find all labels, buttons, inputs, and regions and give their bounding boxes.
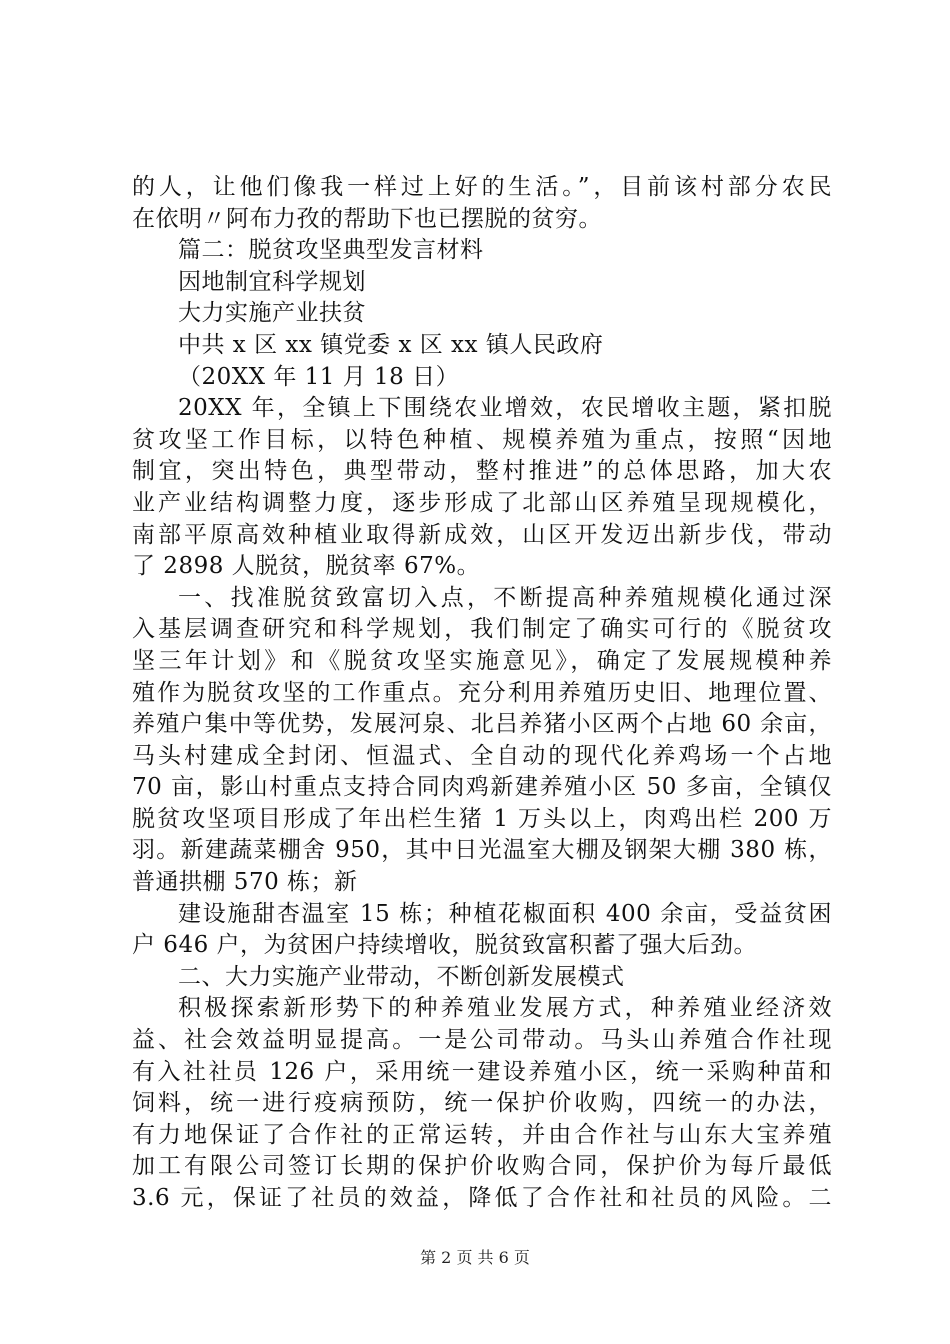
title-line: 大力实施产业扶贫 xyxy=(178,300,366,327)
date-line: （20XX 年 11 月 18 日） xyxy=(178,363,460,390)
text-line: 的人，让他们像我一样过上好的生活。”，目前该村部分农民 xyxy=(132,174,832,200)
section-heading: 二、大力实施产业带动，不断创新发展模式 xyxy=(178,963,625,990)
document-body xyxy=(132,172,832,1215)
text-line: 在依明〃阿布力孜的帮助下也已摆脱的贫穷。 xyxy=(132,205,602,232)
text-line: 养殖户集中等优势，发展河泉、北吕养猪小区两个占地 60 余亩， xyxy=(132,711,832,738)
text-line: 一、找准脱贫致富切入点，不断提高种养殖规模化通过深 xyxy=(178,584,832,611)
text-line: 普通拱棚 570 栋；新 xyxy=(132,869,358,896)
text-line: 70 亩，影山村重点支持合同肉鸡新建养殖小区 50 多亩，全镇仅 xyxy=(132,774,832,801)
text-line: 入基层调查研究和科学规划，我们制定了确实可行的《脱贫攻 xyxy=(132,616,832,643)
text-line: 制宜，突出特色，典型带动，整村推进”的总体思路，加大农 xyxy=(132,458,832,485)
text-line: 业产业结构调整力度，逐步形成了北部山区养殖呈现规模化， xyxy=(132,489,832,516)
page-number-footer: 第 2 页 共 6 页 xyxy=(420,1248,530,1267)
text-line: 有力地保证了合作社的正常运转，并由合作社与山东大宝养殖 xyxy=(132,1121,832,1148)
text-line: 3.6 元，保证了社员的效益，降低了合作社和社员的风险。二 xyxy=(132,1185,832,1211)
text-line: 益、社会效益明显提高。一是公司带动。马头山养殖合作社现 xyxy=(132,1027,832,1054)
text-line: 坚三年计划》和《脱贫攻坚实施意见》，确定了发展规模种养 xyxy=(132,647,832,674)
author-line: 中共 x 区 xx 镇党委 x 区 xx 镇人民政府 xyxy=(178,331,604,358)
text-line: 加工有限公司签订长期的保护价收购合同，保护价为每斤最低 xyxy=(132,1153,832,1180)
title-line: 因地制宜科学规划 xyxy=(178,268,366,295)
text-line: 有入社社员 126 户，采用统一建设养殖小区，统一采购种苗和 xyxy=(132,1058,832,1085)
text-line: 20XX 年，全镇上下围绕农业增效，农民增收主题，紧扣脱 xyxy=(178,395,832,422)
section-heading: 篇二：脱贫攻坚典型发言材料 xyxy=(178,237,484,264)
text-line: 马头村建成全封闭、恒温式、全自动的现代化养鸡场一个占地 xyxy=(132,742,832,769)
text-line: 户 646 户，为贫困户持续增收，脱贫致富积蓄了强大后劲。 xyxy=(132,932,758,959)
text-line: 南部平原高效种植业取得新成效，山区开发迈出新步伐，带动 xyxy=(132,521,832,548)
text-line: 饲料，统一进行疫病预防，统一保护价收购，四统一的办法， xyxy=(132,1090,832,1117)
text-line: 积极探索新形势下的种养殖业发展方式，种养殖业经济效 xyxy=(178,995,832,1022)
text-line: 羽。新建蔬菜棚舍 950，其中日光温室大棚及钢架大棚 380 栋， xyxy=(132,837,832,864)
text-line: 建设施甜杏温室 15 栋；种植花椒面积 400 余亩，受益贫困 xyxy=(178,900,832,927)
text-line: 脱贫攻坚项目形成了年出栏生猪 1 万头以上，肉鸡出栏 200 万 xyxy=(132,805,832,832)
text-line: 殖作为脱贫攻坚的工作重点。充分利用养殖历史旧、地理位置、 xyxy=(132,679,832,706)
text-line: 了 2898 人脱贫，脱贫率 67%。 xyxy=(132,553,481,580)
text-line: 贫攻坚工作目标，以特色种植、规模养殖为重点，按照“因地 xyxy=(132,426,832,453)
